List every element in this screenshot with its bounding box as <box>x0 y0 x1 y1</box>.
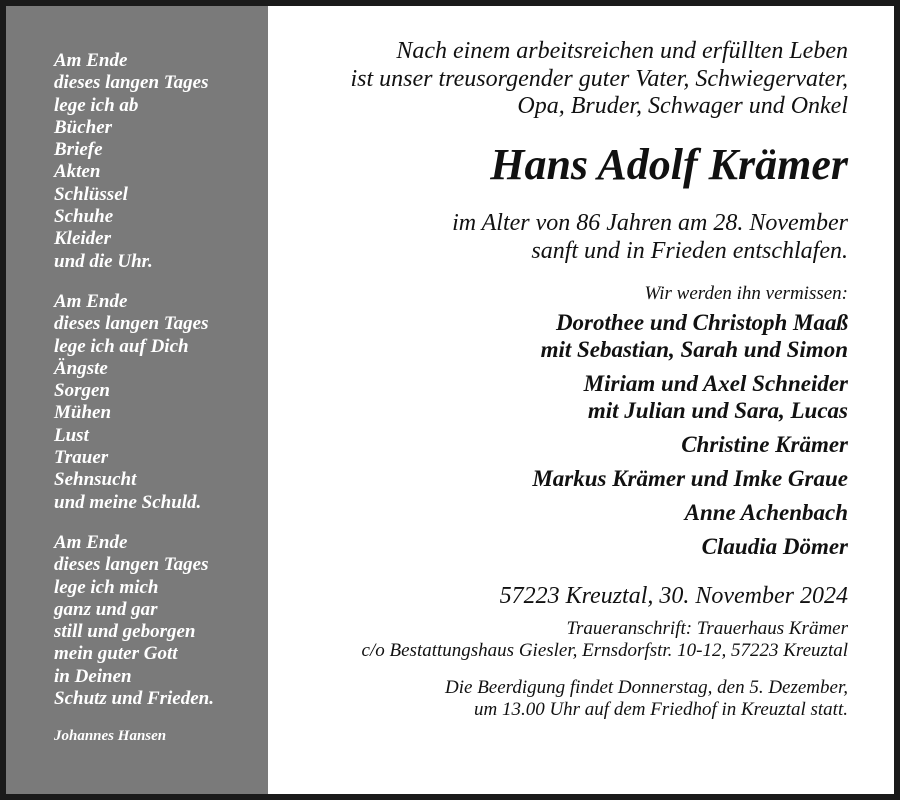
intro-line: Nach einem arbeitsreichen und erfüllten Leben <box>396 38 848 64</box>
poem-line: dieses langen Tages <box>54 313 209 335</box>
mourner-entry: Dorothee und Christoph Maaß <box>555 309 848 335</box>
address-line: c/o Bestattungshaus Giesler, Ernsdorfstr. 10-12, 57223 Kreuztal <box>361 640 848 661</box>
poem-line: Schlüssel <box>54 183 128 205</box>
poem-line: ganz und gar <box>54 598 158 620</box>
mourner-entry: Anne Achenbach <box>684 499 848 525</box>
age-line: sanft und in Frieden entschlafen. <box>531 237 848 264</box>
poem-line: Ängste <box>54 357 108 379</box>
address-line: Traueranschrift: Trauerhaus Krämer <box>566 617 848 639</box>
poem-line: Lust <box>54 424 89 446</box>
poem-line: lege ich mich <box>54 576 159 598</box>
poem-line: Am Ende <box>54 290 128 312</box>
poem-line: still und geborgen <box>54 621 196 643</box>
poem-stanza-3 <box>54 532 268 710</box>
poem-line: Am Ende <box>54 50 128 71</box>
poem-line: Schutz und Frieden. <box>54 688 214 710</box>
poem-line: lege ich auf Dich <box>54 335 189 357</box>
notice-main <box>268 6 894 794</box>
mourner-entry: Miriam und Axel Schneider <box>583 370 848 396</box>
intro-text <box>268 38 848 121</box>
poem-line: und die Uhr. <box>54 250 153 272</box>
poem-stanza-2 <box>54 291 268 514</box>
place-date: 57223 Kreuztal, 30. November 2024 <box>499 582 848 609</box>
mourning-address <box>268 618 848 663</box>
poem-line: dieses langen Tages <box>54 72 209 94</box>
mourners-list <box>268 309 848 560</box>
poem-line: Mühen <box>54 402 112 424</box>
mourner-entry: Christine Krämer <box>681 431 848 457</box>
funeral-info <box>268 677 848 722</box>
intro-line: ist unser treusorgender guter Vater, Schwiegervater, <box>350 65 848 92</box>
poem-line: Trauer <box>54 447 109 469</box>
intro-line: Opa, Bruder, Schwager und Onkel <box>517 93 848 119</box>
poem-line: Kleider <box>54 228 111 250</box>
mourner-entry: mit Sebastian, Sarah und Simon <box>540 336 848 362</box>
poem-line: und meine Schuld. <box>54 491 202 513</box>
mourner-entry: Markus Krämer und Imke Graue <box>532 465 848 491</box>
poem-line: Sorgen <box>54 380 110 402</box>
funeral-line: um 13.00 Uhr auf dem Friedhof in Kreuztal statt. <box>473 699 848 720</box>
poem-sidebar <box>6 6 268 794</box>
poem-line: dieses langen Tages <box>54 554 209 576</box>
mourner-entry: mit Julian und Sara, Lucas <box>587 397 848 423</box>
poem-line: mein guter Gott <box>54 643 178 665</box>
poem-line: Schuhe <box>54 206 114 228</box>
poem-author: Johannes Hansen <box>54 728 167 745</box>
funeral-line: Die Beerdigung findet Donnerstag, den 5. Dezember, <box>445 676 848 698</box>
age-text <box>268 209 848 265</box>
poem-line: Am Ende <box>54 531 128 553</box>
mourners-heading: Wir werden ihn vermissen: <box>644 282 848 304</box>
poem-line: Akten <box>54 161 101 183</box>
mourner-entry: Claudia Dömer <box>701 533 848 559</box>
poem-line: lege ich ab <box>54 94 139 116</box>
poem-line: in Deinen <box>54 665 132 687</box>
poem-line: Briefe <box>54 139 103 161</box>
poem-line: Bücher <box>54 116 113 138</box>
deceased-name: Hans Adolf Krämer <box>490 139 848 189</box>
poem-line: Sehnsucht <box>54 469 137 491</box>
age-line: im Alter von 86 Jahren am 28. November <box>452 209 848 236</box>
poem-stanza-1 <box>54 50 268 273</box>
